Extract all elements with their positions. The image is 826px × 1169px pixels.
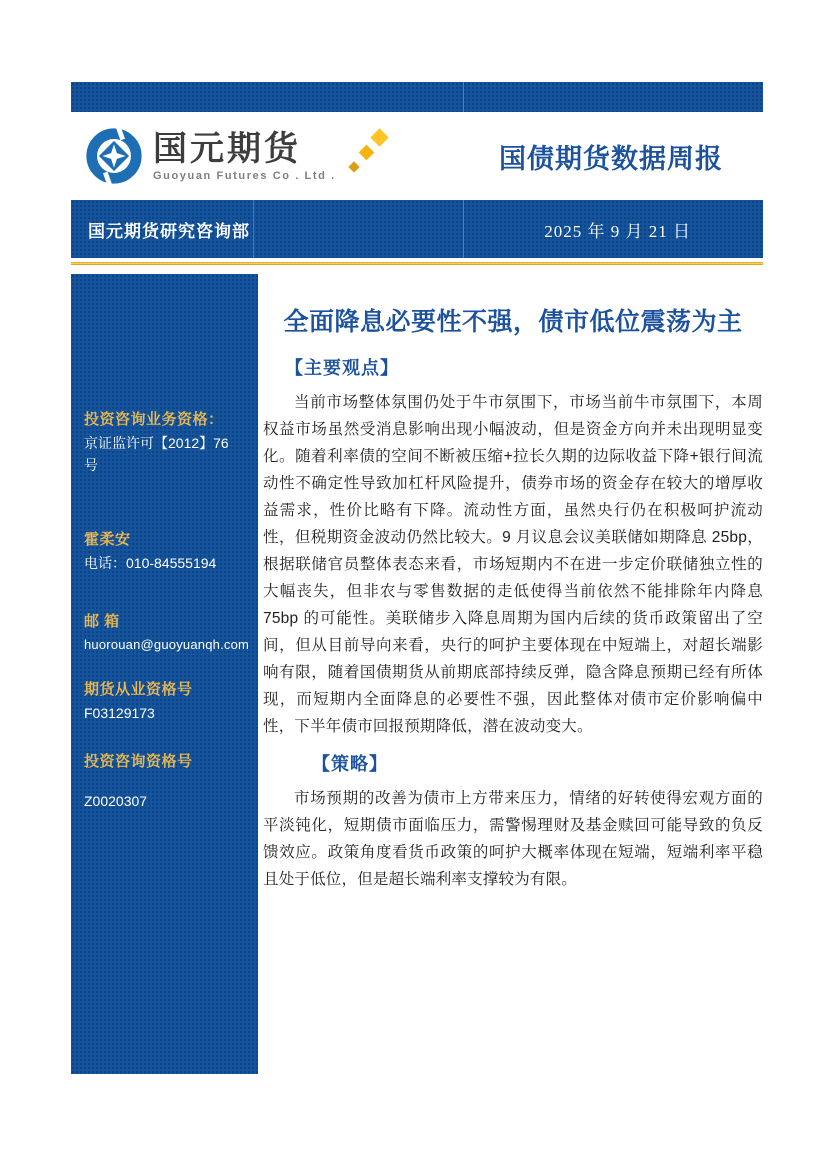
analyst-phone: 电话：010-84555194: [84, 555, 217, 571]
report-date: 2025 年 9 月 21 日: [544, 221, 691, 241]
logo-diamonds-icon: [346, 129, 390, 179]
report-frame: [71, 82, 763, 1074]
strategy-paragraph: 市场预期的改善为债市上方带来压力，情绪的好转使得宏观方面的平淡钝化，短期债市面临压力，需警惕理财及基金赎回可能导致的负反馈效应。政策角度看货币政策的呵护大概率体现在短端，短端利率平稳且处于低位，但是超长端利率支撑较为有限。: [263, 790, 763, 888]
advisory-no-block: [84, 750, 246, 812]
dept-bar-divider-right: [463, 200, 464, 258]
diamond-small-icon: [348, 161, 359, 172]
section-heading-main-views: 【主要观点】: [285, 358, 399, 378]
qualification-label: 投资咨询业务资格：: [84, 411, 224, 428]
department-bar: [71, 200, 763, 258]
advisory-no-label: 投资咨询资格号: [84, 753, 193, 770]
email-block: [84, 610, 250, 656]
brand-name-cn: 国元期货: [153, 129, 301, 168]
advisory-no-value: Z0020307: [84, 793, 148, 809]
gold-divider-rule: [71, 262, 763, 265]
diamond-large-icon: [370, 128, 388, 146]
diamond-medium-icon: [358, 145, 374, 161]
practice-no-value: F03129173: [84, 705, 155, 721]
top-bar-divider: [463, 82, 464, 112]
email-value: huorouan@guoyuanqh.com: [84, 637, 250, 652]
analyst-sidebar: [71, 274, 258, 1074]
section-heading-strategy: 【策略】: [312, 754, 388, 774]
report-header: [71, 112, 763, 200]
company-logo: [83, 125, 390, 187]
practice-no-label: 期货从业资格号: [84, 681, 193, 698]
content-row: [71, 274, 763, 1074]
qualification-value: 京证监许可【2012】76 号: [84, 435, 229, 473]
analyst-name: 霍柔安: [84, 531, 131, 548]
main-views-paragraph: 当前市场整体氛围仍处于牛市氛围下，市场当前牛市氛围下，本周权益市场虽然受消息影响出现小幅波动，但是资金方向并未出现明显变化。随着利率债的空间不断被压缩+拉长久期的边际收益下降+银行间流动性不确定性导致加杠杆风险提升，债券市场的资金存在较大的增厚收益需求，性价比略有下降。流动性方面，虽然央行仍在积极呵护流动性，但税期资金波动仍然比较大。9 月议息会议美联储如期降息 25bp，根据联储官员整体表态来看，市场短期内不在进一步定价联储独立性的大幅丧失，但非农与零售数据的走低使得当前依然不能排除年内降息 75bp 的可能性。美联储步入降息周期为国内后续的货币政策留出了空间，但从目前导向来看，央行的呵护主要体现在中短端上，对超长端影响有限，随着国债期货从前期底部持续反弹，隐含降息预期已经有所体现，而短期内全面降息的必要性不强，因此整体对债市定价影响偏中性，下半年债市回报预期降低，潜在波动变大。: [263, 394, 763, 735]
dept-bar-divider-left: [253, 200, 254, 258]
analyst-block: [84, 528, 246, 574]
top-accent-bar: [71, 82, 763, 112]
report-type-title: 国债期货数据周报: [499, 143, 723, 174]
report-title: 全面降息必要性不强，债市低位震荡为主: [283, 308, 743, 336]
report-body: [263, 274, 763, 893]
brand-name-en: Guoyuan Futures Co . Ltd .: [153, 169, 336, 182]
email-label: 邮 箱: [84, 613, 120, 630]
guoyuan-logo-icon: [83, 125, 145, 187]
practice-no-block: [84, 678, 246, 724]
department-name: 国元期货研究咨询部: [88, 221, 250, 241]
qualification-block: [84, 408, 246, 476]
brand-text: [153, 131, 336, 182]
